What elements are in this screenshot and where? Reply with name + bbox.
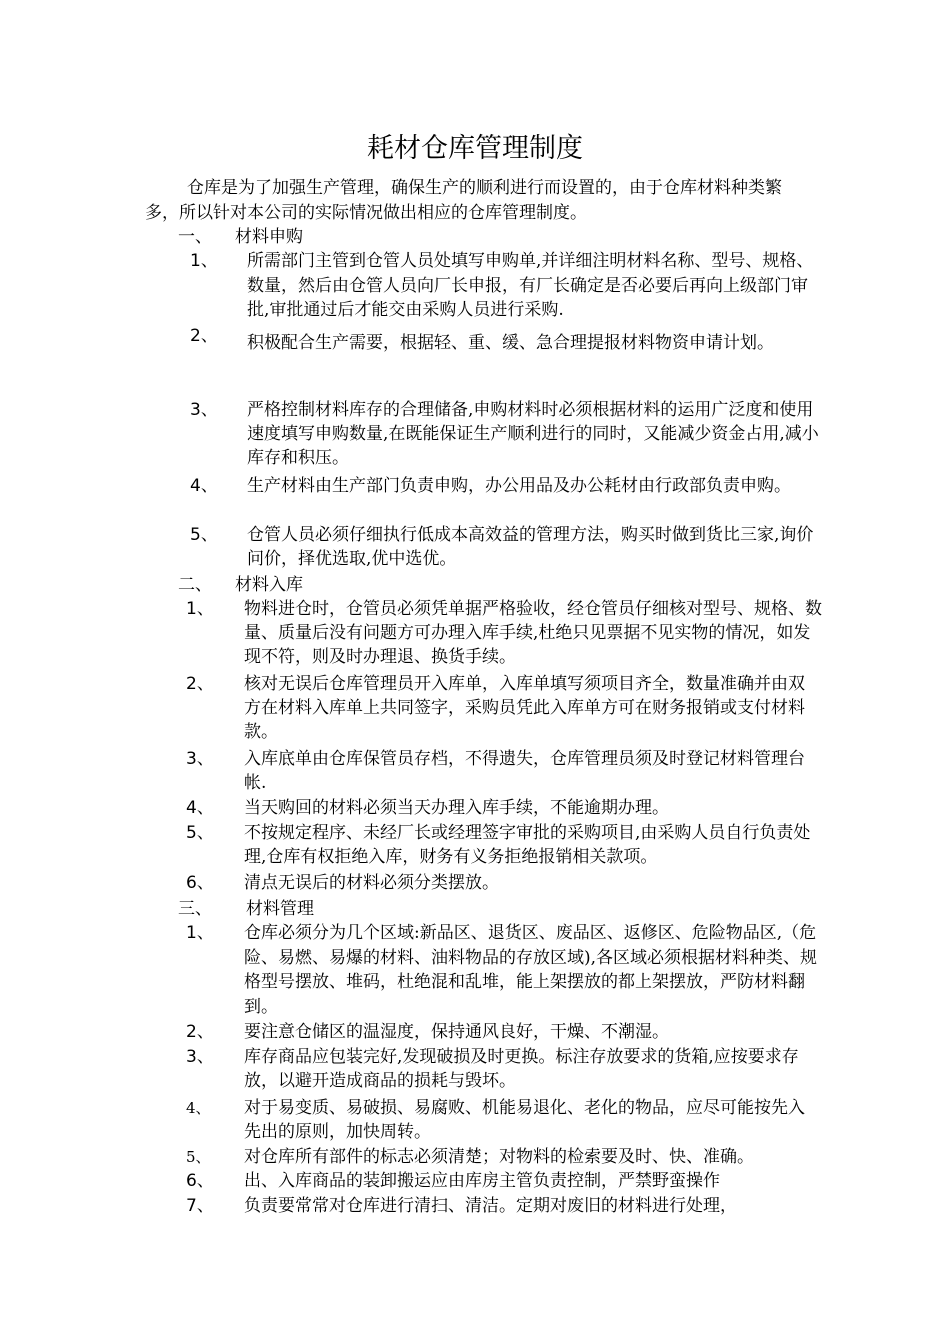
- item-text: 核对无误后仓库管理员开入库单，入库单填写须项目齐全，数量准确并由双方在材料入库单上共同签字，采购员凭此入库单方可在财务报销或支付材料款。: [244, 674, 805, 742]
- item-number: 1、: [186, 923, 214, 943]
- section-title: 材料入库: [235, 575, 303, 595]
- section-number: 一、: [178, 227, 212, 247]
- item-text: 物料进仓时，仓管员必须凭单据严格验收，经仓管员仔细核对型号、规格、数量、质量后没有问题方可办理入库手续,杜绝只见票据不见实物的情况，如发现不符，则及时办理退、换货手续。: [244, 599, 822, 667]
- document-title: 耗材仓库管理制度: [367, 133, 583, 164]
- item-text: 要注意仓储区的温湿度，保持通风良好，干燥、不潮湿。: [244, 1022, 669, 1042]
- item-text: 对于易变质、易破损、易腐败、机能易退化、老化的物品，应尽可能按先入先出的原则，加快周转。: [244, 1098, 805, 1142]
- item-text: 不按规定程序、未经厂长或经理签字审批的采购项目,由采购人员自行负责处理,仓库有权拒绝入库，财务有义务拒绝报销相关款项。: [244, 823, 811, 867]
- item-text: 所需部门主管到仓管人员处填写申购单,并详细注明材料名称、型号、规格、数量，然后由仓管人员向厂长申报，有厂长确定是否必要后再向上级部门审批,审批通过后才能交由采购人员进行采购.: [247, 251, 814, 320]
- item-text: 出、入库商品的装卸搬运应由库房主管负责控制，严禁野蛮操作: [244, 1171, 720, 1191]
- item-number: 1、: [190, 251, 218, 271]
- item-text: 对仓库所有部件的标志必须清楚；对物料的检索要及时、快、准确。: [244, 1147, 754, 1167]
- item-number: 4、: [186, 798, 214, 818]
- item-text: 生产材料由生产部门负责申购，办公用品及办公耗材由行政部负责申购。: [247, 476, 791, 496]
- section-number: 二、: [178, 575, 212, 595]
- item-number: 2、: [186, 674, 214, 694]
- section-title: 材料管理: [246, 899, 314, 919]
- item-number: 1、: [186, 599, 214, 619]
- item-number: 4、: [190, 476, 218, 496]
- item-text: 入库底单由仓库保管员存档，不得遗失，仓库管理员须及时登记材料管理台帐.: [244, 749, 805, 793]
- item-number: 5、: [190, 525, 218, 545]
- item-text: 负责要常常对仓库进行清扫、清洁。定期对废旧的材料进行处理，: [244, 1196, 737, 1216]
- section-title: 材料申购: [235, 227, 303, 247]
- item-number: 6、: [186, 873, 214, 893]
- item-text: 仓管人员必须仔细执行低成本高效益的管理方法，购买时做到货比三家,询价问价，择优选取,优中选优。: [247, 525, 814, 569]
- item-number: 4、: [186, 1099, 211, 1117]
- item-text: 积极配合生产需要，根据轻、重、缓、急合理提报材料物资申请计划。: [247, 333, 774, 353]
- item-number: 3、: [190, 400, 218, 420]
- section-number: 三、: [178, 899, 212, 919]
- item-number: 2、: [186, 1022, 214, 1042]
- item-text: 严格控制材料库存的合理储备,申购材料时必须根据材料的运用广泛度和使用速度填写申购数量,在既能保证生产顺利进行的同时，又能减少资金占用,减小库存和积压。: [247, 400, 819, 468]
- item-number: 2、: [190, 326, 218, 346]
- item-number: 6、: [186, 1171, 214, 1191]
- item-number: 3、: [186, 749, 214, 769]
- item-text: 清点无误后的材料必须分类摆放。: [244, 873, 499, 893]
- item-text: 仓库必须分为几个区域:新品区、退货区、废品区、返修区、危险物品区,（危险、易燃、易爆的材料、油料物品的存放区域),各区域必须根据材料种类、规格型号摆放、堆码，杜绝混和乱堆，能上架摆放的都上架摆放，严防材料翻到。: [244, 923, 818, 1017]
- item-number: 3、: [186, 1047, 214, 1067]
- item-number: 7、: [186, 1196, 214, 1216]
- item-text: 库存商品应包装完好,发现破损及时更换。标注存放要求的货箱,应按要求存放，以避开造成商品的损耗与毁坏。: [244, 1047, 799, 1091]
- intro-paragraph: 仓库是为了加强生产管理，确保生产的顺利进行而设置的，由于仓库材料种类繁多，所以针对本公司的实际情况做出相应的仓库管理制度。: [145, 178, 782, 223]
- item-number: 5、: [186, 823, 214, 843]
- item-text: 当天购回的材料必须当天办理入库手续，不能逾期办理。: [244, 798, 669, 818]
- item-number: 5、: [186, 1148, 211, 1166]
